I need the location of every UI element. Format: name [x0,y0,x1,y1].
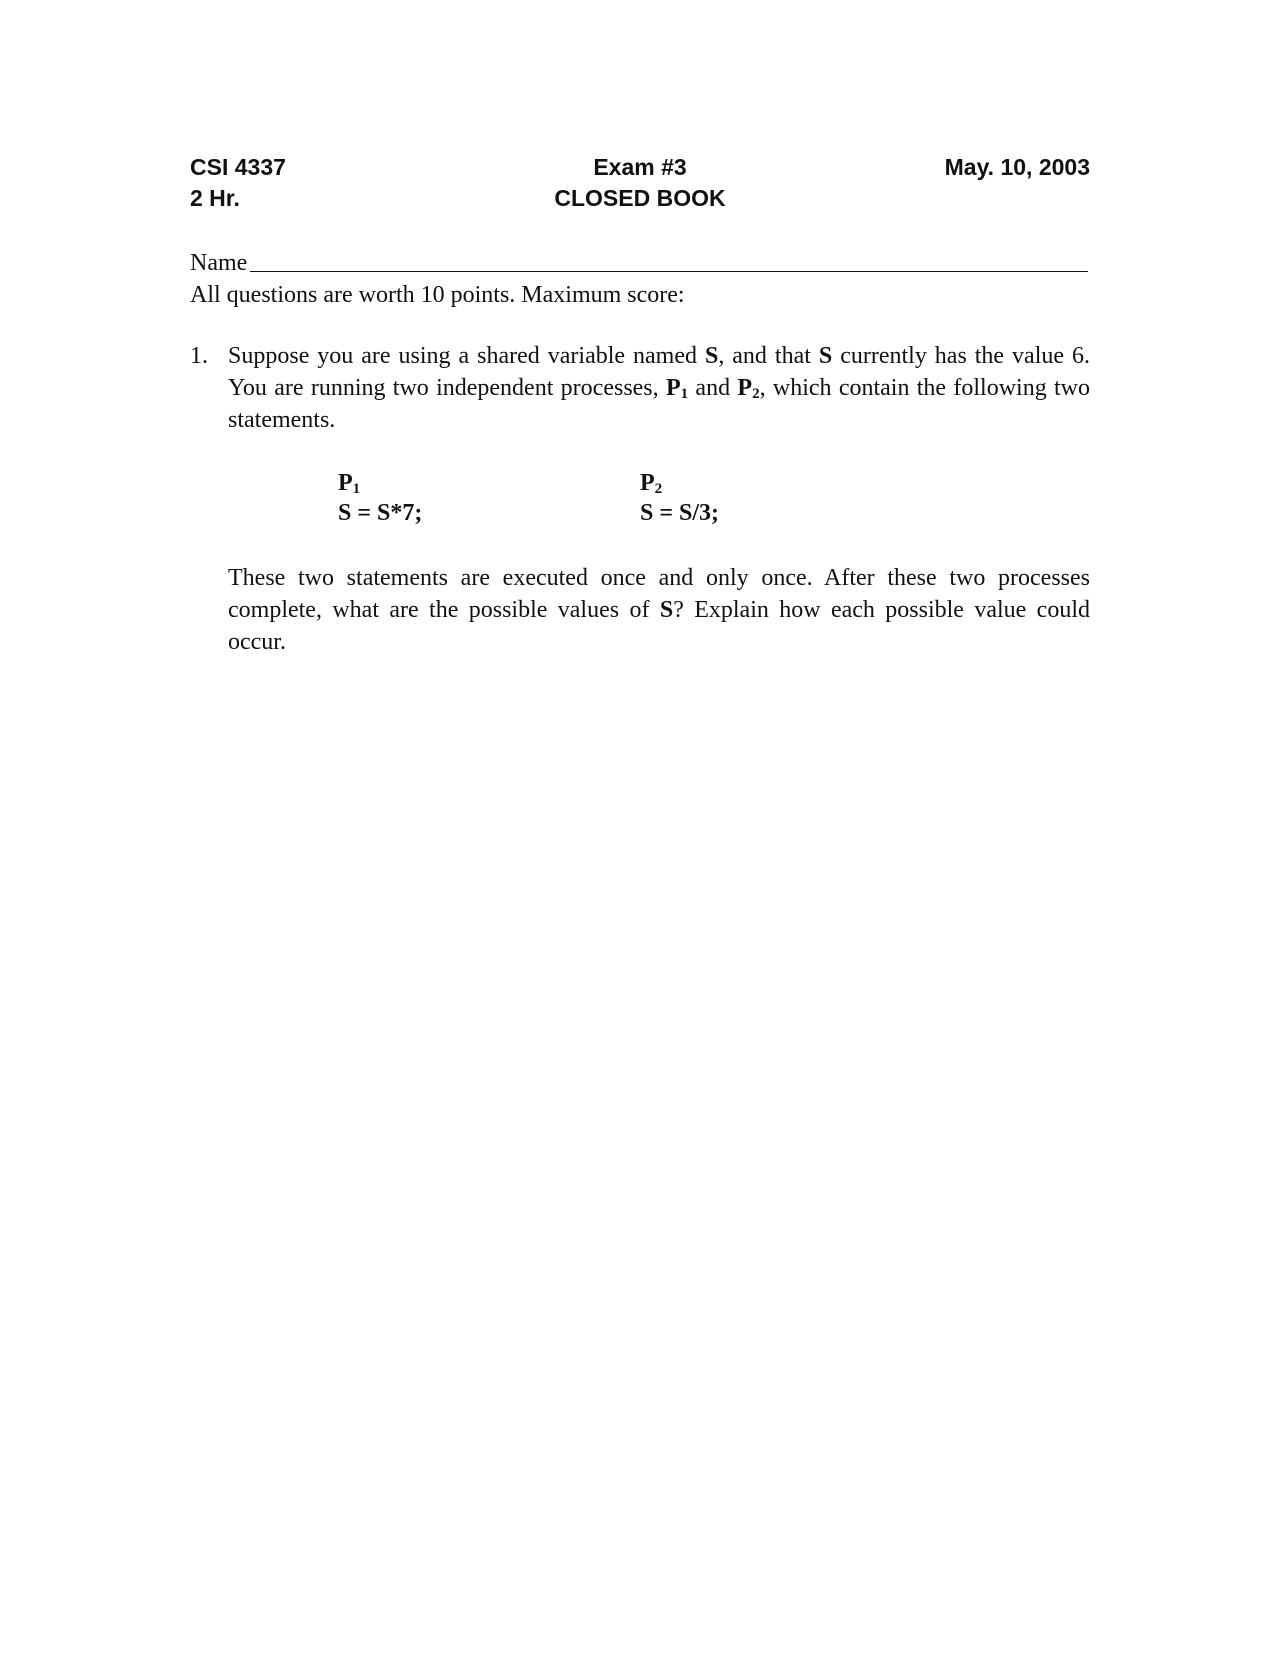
question-number: 1. [190,343,208,369]
points-info: All questions are worth 10 points. Maximum score: [190,282,685,308]
exam-duration: 2 Hr. [190,185,240,211]
process-1-block [338,468,422,528]
exam-date: May. 10, 2003 [944,154,1090,180]
name-label: Name [190,250,248,276]
process-2-block [640,468,719,528]
exam-header [190,152,1090,222]
name-underline [250,271,1088,272]
question-text: Suppose you are using a shared variable named S, and that S currently has the value 6. You are running two independent processes, $P_1$ and $P_2$, which contain the following two statements. [228,343,1091,433]
process-1-label: $P_1$ [338,470,361,497]
header-left [190,152,286,214]
process-2-statement: S = S/3; [640,500,720,526]
process-2-label: $P_2$ [640,470,663,497]
header-right [945,152,1090,183]
header-center [440,152,840,214]
process-1-statement: S = S*7; [338,500,423,526]
course-code: CSI 4337 [190,154,286,180]
exam-title: Exam #3 [593,154,687,180]
name-field[interactable] [190,248,1090,278]
book-policy: CLOSED BOOK [554,185,726,211]
question-followup: These two statements are executed once and only once. After these two processes complete, what are the possible values of S? Explain how each possible value could occur. [228,565,1090,655]
